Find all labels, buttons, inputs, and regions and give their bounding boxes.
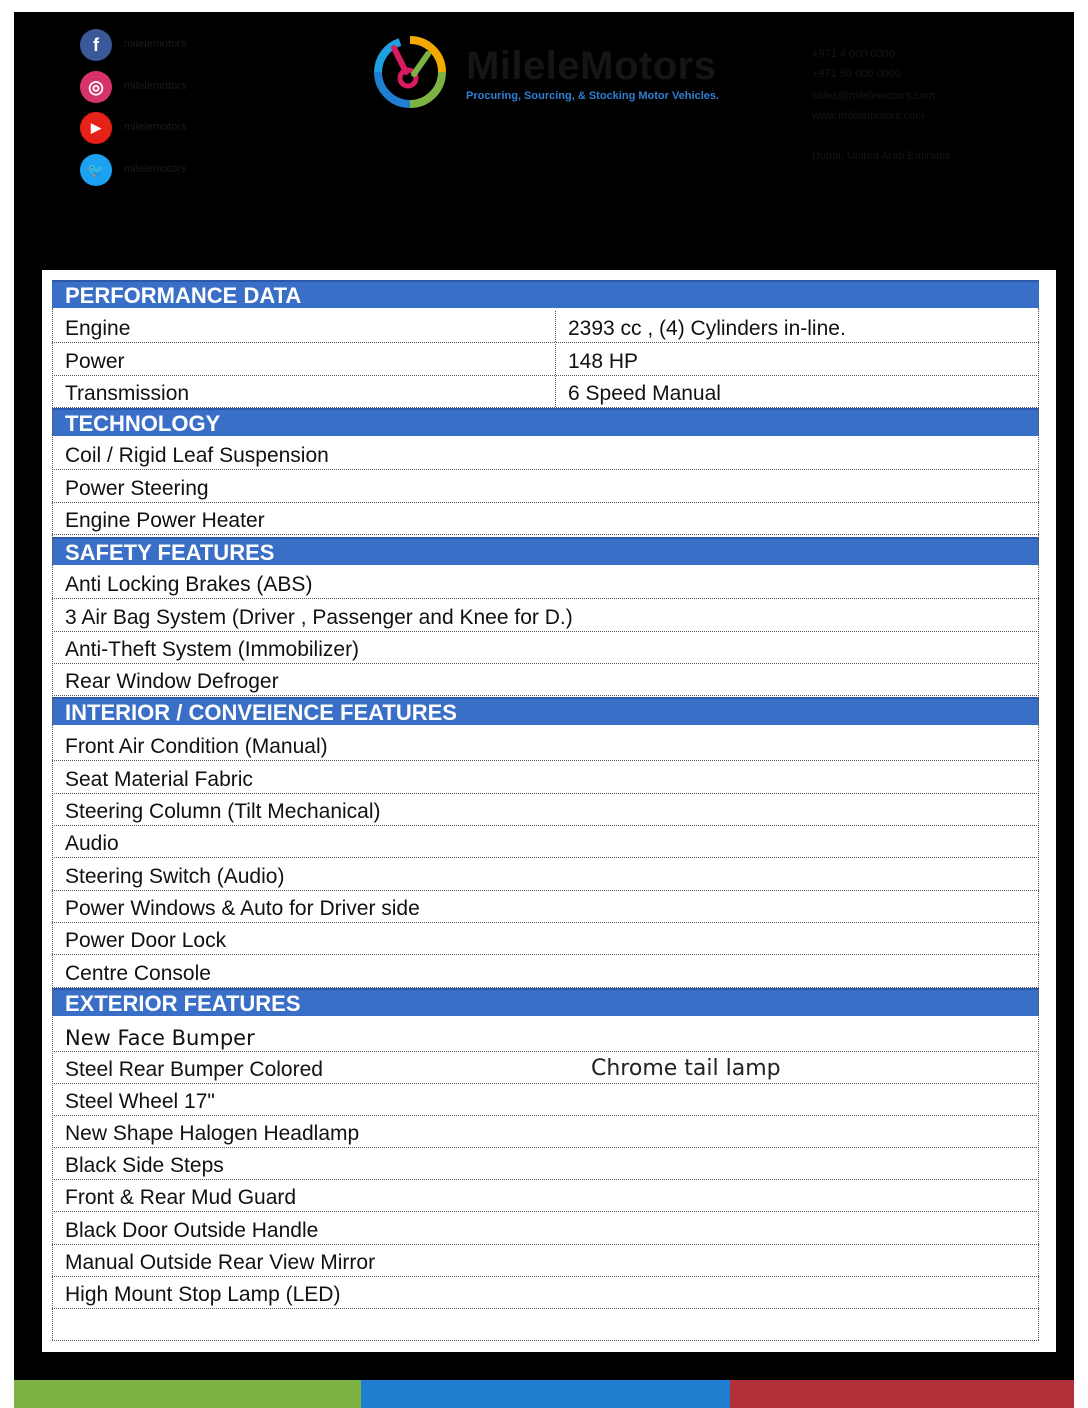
spec-label: Steering Switch (Audio) [65,865,285,888]
spec-label: Power Door Lock [65,929,227,952]
spec-row [52,503,1039,535]
spec-row [52,1084,1039,1116]
spec-row [52,1213,1039,1245]
social-twitter[interactable] [80,154,187,186]
footer-bar-red [730,1380,1074,1408]
spec-label: Power [65,350,125,373]
spec-label: Steel Rear Bumper Colored [65,1058,323,1081]
spec-label: New Face Bumper [65,1026,255,1050]
section-title: EXTERIOR FEATURES [65,991,301,1016]
spec-label: High Mount Stop Lamp (LED) [65,1283,341,1306]
spec-label: Anti-Theft System (Immobilizer) [65,638,360,661]
social-handle: milelemotors [124,163,187,175]
footer-bar-blue [361,1380,730,1408]
spec-row [52,600,1039,632]
spec-label: Front & Rear Mud Guard [65,1186,297,1209]
spec-row [52,794,1039,826]
spec-value: 2393 cc , (4) Cylinders in-line. [568,317,846,340]
extra-note: Chrome tail lamp [591,1056,781,1081]
social-facebook[interactable] [80,29,187,61]
spec-row [52,826,1039,858]
instagram-icon[interactable]: ◎ [80,71,112,103]
section-header-performance [52,280,1039,308]
column-divider [555,376,556,407]
spec-row [52,311,1039,343]
brand-name: MileleMotors [466,44,717,88]
spec-row [52,956,1039,988]
spec-label: Power Steering [65,477,209,500]
spec-row [52,376,1039,408]
social-instagram[interactable] [80,71,187,103]
social-handle: milelemotors [124,121,187,133]
spec-label: Audio [65,832,119,855]
spec-value: 6 Speed Manual [568,382,721,405]
section-header-safety [52,537,1039,565]
contact-address: Dubai, United Arab Emirates [812,150,951,162]
spec-label: Engine [65,317,131,340]
spec-row [52,859,1039,891]
spec-row [52,1052,1039,1084]
contact-email: sales@milelemotors.com [812,90,936,102]
youtube-icon[interactable]: ▶ [80,112,112,144]
spec-row [52,471,1039,503]
spec-row [52,891,1039,923]
spec-row-empty [52,1309,1039,1341]
column-divider [555,311,556,342]
section-title: SAFETY FEATURES [65,540,275,565]
section-title: PERFORMANCE DATA [65,283,302,308]
spec-row [52,438,1039,470]
footer-bar-green [14,1380,361,1408]
spec-row [52,729,1039,761]
spec-row [52,1245,1039,1277]
facebook-icon[interactable]: f [80,29,112,61]
spec-label: Manual Outside Rear View Mirror [65,1251,376,1274]
section-header-exterior [52,988,1039,1016]
spec-label: Engine Power Heater [65,509,265,532]
spec-row [52,923,1039,955]
spec-label: Steering Column (Tilt Mechanical) [65,800,381,823]
brand-logo-icon [370,32,450,117]
spec-row [52,344,1039,376]
column-divider [555,344,556,375]
spec-label: Black Door Outside Handle [65,1219,319,1242]
spec-row [52,664,1039,696]
contact-mobile: +971 50 000 0000 [812,68,902,80]
spec-row [52,632,1039,664]
spec-value: 148 HP [568,350,639,373]
spec-row [52,1180,1039,1212]
spec-label: Front Air Condition (Manual) [65,735,328,758]
spec-label: Black Side Steps [65,1154,224,1177]
spec-row [52,567,1039,599]
section-header-technology [52,408,1039,436]
spec-label: New Shape Halogen Headlamp [65,1122,360,1145]
spec-label: Power Windows & Auto for Driver side [65,897,420,920]
spec-label: Centre Console [65,962,211,985]
spec-row [52,1277,1039,1309]
twitter-icon[interactable]: 🐦 [80,154,112,186]
spec-label: Rear Window Defroger [65,670,279,693]
spec-row [52,1116,1039,1148]
spec-row [52,1020,1039,1052]
spec-label: Transmission [65,382,190,405]
contact-website: www.milelemotors.com [812,110,925,122]
spec-label: Steel Wheel 17" [65,1090,215,1113]
social-handle: milelemotors [124,38,187,50]
spec-label: 3 Air Bag System (Driver , Passenger and Knee for D.) [65,606,573,629]
contact-phone: +971 4 000 0000 [812,48,895,60]
spec-row [52,762,1039,794]
section-header-interior [52,697,1039,725]
spec-label: Coil / Rigid Leaf Suspension [65,444,329,467]
spec-label: Seat Material Fabric [65,768,253,791]
section-title: INTERIOR / CONVEIENCE FEATURES [65,700,457,725]
social-youtube[interactable] [80,112,187,144]
section-title: TECHNOLOGY [65,411,221,436]
brand-tagline: Procuring, Sourcing, & Stocking Motor Vehicles. [466,90,720,102]
social-handle: milelemotors [124,80,187,92]
spec-label: Anti Locking Brakes (ABS) [65,573,313,596]
spec-row [52,1148,1039,1180]
